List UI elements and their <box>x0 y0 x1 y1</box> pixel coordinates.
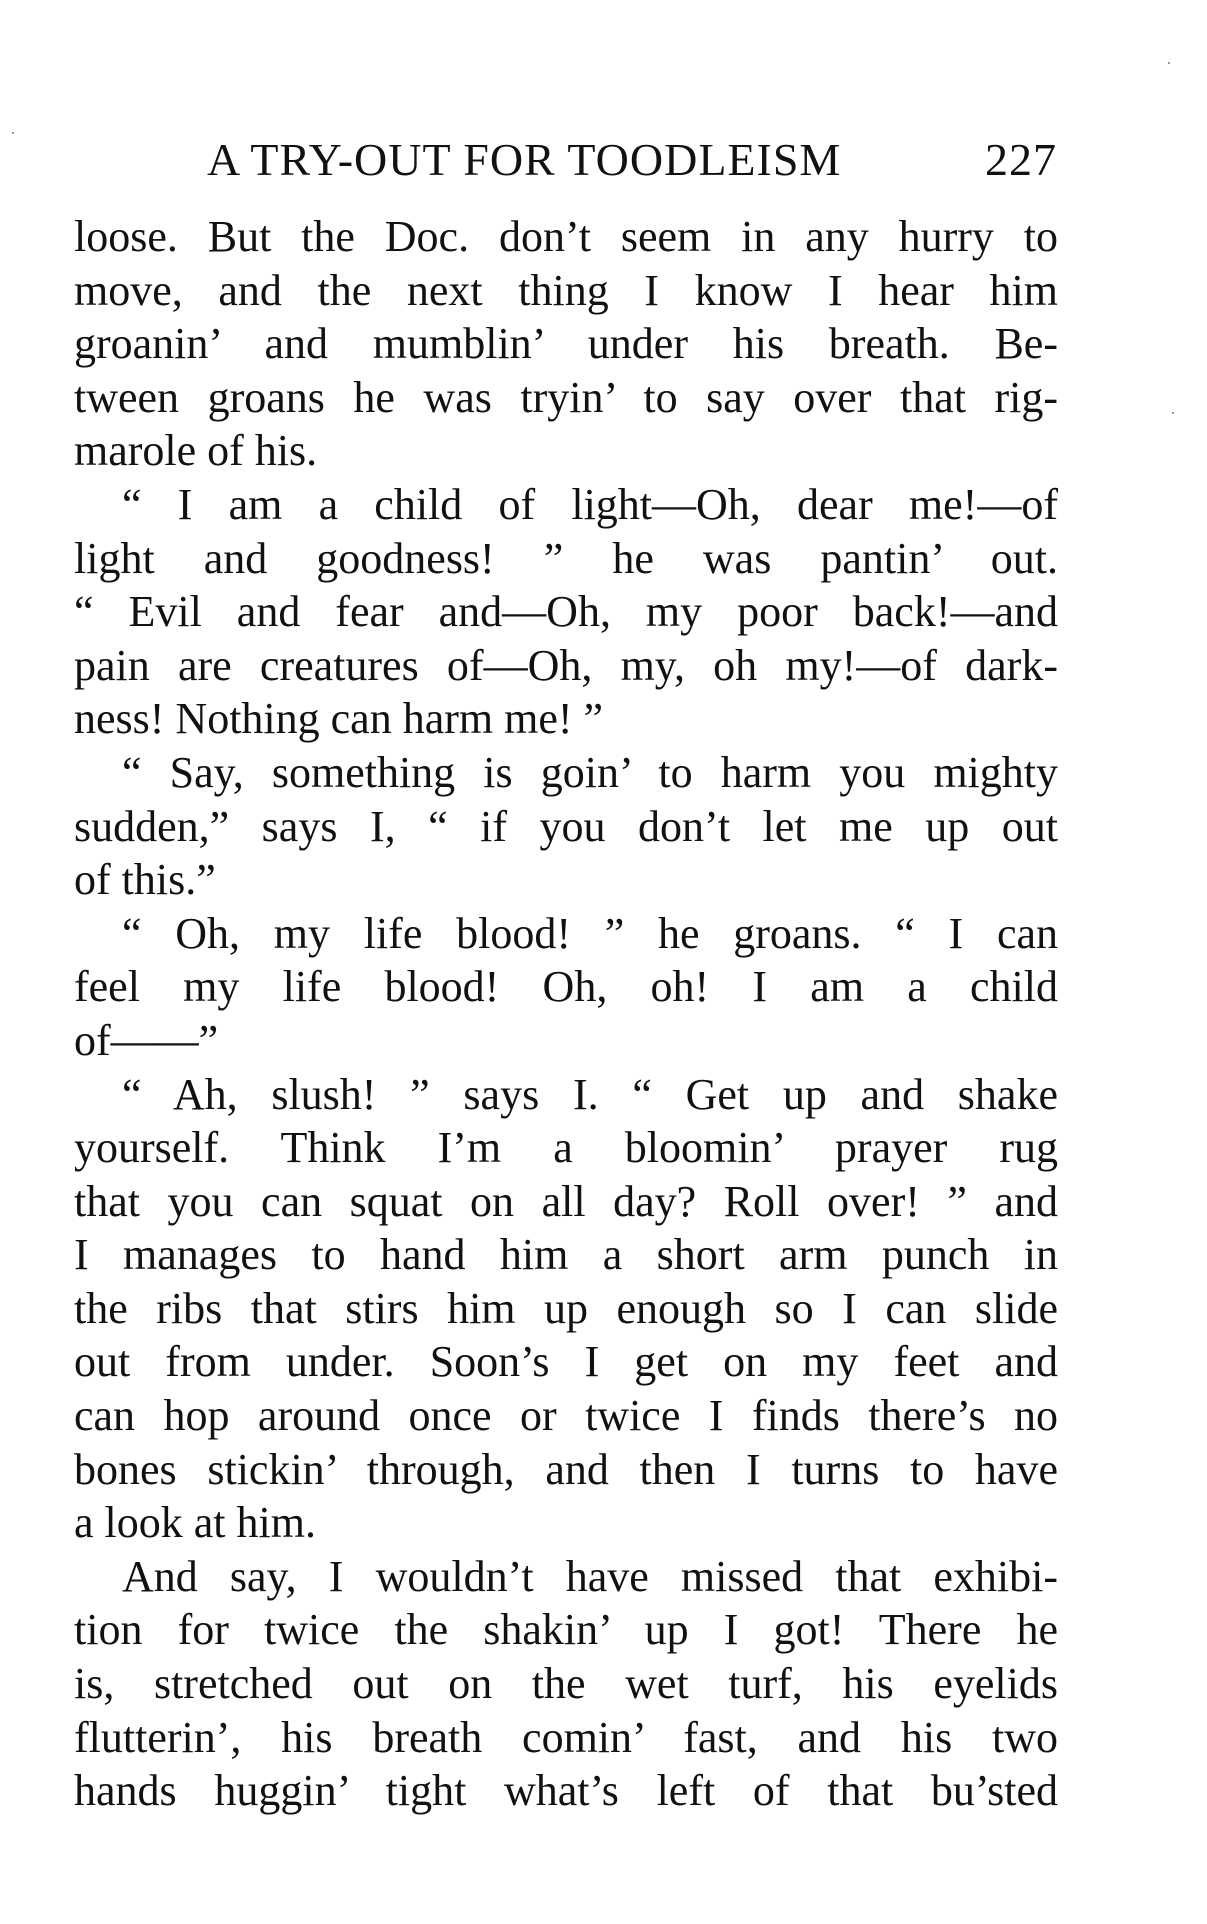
text-line: bones stickin’ through, and then I turns to have <box>74 1444 1058 1494</box>
text-line: sudden,” says I, “ if you don’t let me up out <box>74 801 1058 851</box>
text-line: a look at him. <box>74 1498 316 1548</box>
text-line: light and goodness! ” he was pantin’ out. <box>74 533 1058 583</box>
text-line: feel my life blood! Oh, oh! I am a child <box>74 962 1058 1012</box>
text-line: of——” <box>74 1015 219 1065</box>
body-text <box>74 210 1058 1818</box>
text-line: groanin’ and mumblin’ under his breath. Be- <box>74 319 1058 369</box>
text-line: loose. But the Doc. don’t seem in any hurry to <box>74 212 1058 261</box>
text-line: flutterin’, his breath comin’ fast, and his two <box>74 1712 1058 1762</box>
text-line: And say, I wouldn’t have missed that exhibi- <box>122 1551 1058 1601</box>
text-line: tion for twice the shakin’ up I got! There he <box>74 1605 1058 1655</box>
text-line: out from under. Soon’s I get on my feet and <box>74 1337 1058 1387</box>
text-line: is, stretched out on the wet turf, his eyelids <box>74 1659 1058 1709</box>
text-line: move, and the next thing I know I hear him <box>74 265 1058 315</box>
text-line: the ribs that stirs him up enough so I can slide <box>74 1283 1058 1333</box>
text-line: “ Oh, my life blood! ” he groans. “ I can <box>122 908 1058 958</box>
text-line: marole of his. <box>74 426 318 476</box>
text-line: “ I am a child of light—Oh, dear me!—of <box>122 479 1058 529</box>
text-line: that you can squat on all day? Roll over! ” and <box>74 1176 1058 1226</box>
text-line: yourself. Think I’m a bloomin’ prayer rug <box>74 1123 1058 1173</box>
chapter-title: A TRY-OUT FOR TOODLEISM <box>207 134 842 185</box>
text-line: ness! Nothing can harm me! ” <box>74 694 604 744</box>
text-line: I manages to hand him a short arm punch in <box>74 1230 1058 1280</box>
text-line: can hop around once or twice I finds there’s no <box>74 1391 1058 1441</box>
paper-speck <box>1168 62 1170 64</box>
text-line: hands huggin’ tight what’s left of that bu’sted <box>74 1766 1058 1816</box>
page-number: 227 <box>985 134 1057 185</box>
text-line: tween groans he was tryin’ to say over that rig- <box>74 372 1058 422</box>
text-line: “ Say, something is goin’ to harm you mighty <box>122 747 1058 797</box>
running-head <box>207 130 1057 190</box>
text-line: “ Ah, slush! ” says I. “ Get up and shake <box>122 1069 1058 1119</box>
text-line: “ Evil and fear and—Oh, my poor back!—and <box>74 587 1058 637</box>
paper-speck <box>12 132 14 134</box>
text-line: pain are creatures of—Oh, my, oh my!—of dark- <box>74 640 1058 690</box>
text-line: of this.” <box>74 855 216 905</box>
paper-speck <box>1172 412 1174 414</box>
